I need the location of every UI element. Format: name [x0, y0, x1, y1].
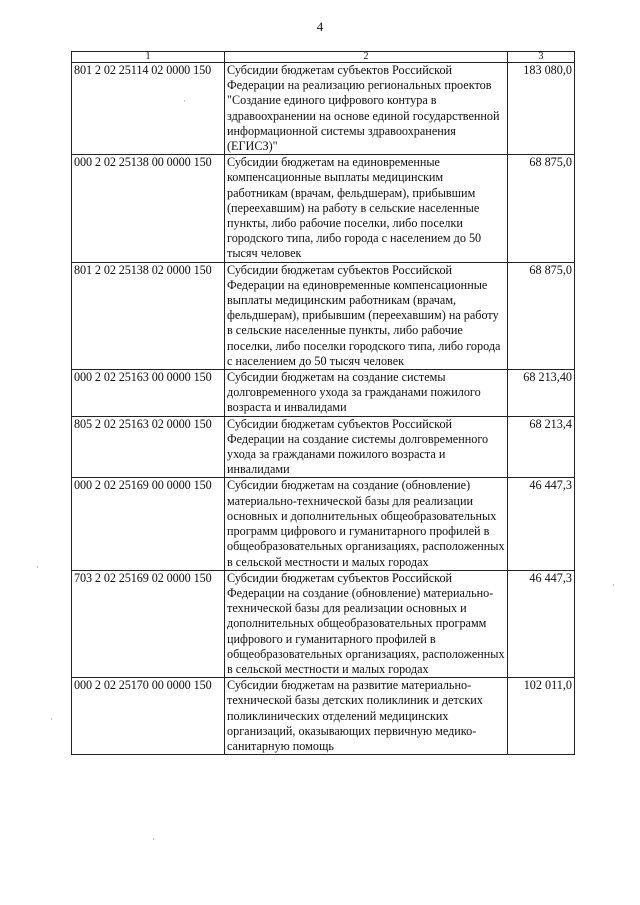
budget-code-cell: 801 2 02 25114 02 0000 150 [72, 63, 225, 155]
budget-code-cell: 703 2 02 25169 02 0000 150 [72, 570, 225, 677]
table-row [72, 262, 575, 369]
table-row [72, 678, 575, 755]
budget-code-cell: 000 2 02 25163 00 0000 150 [72, 370, 225, 417]
table-row [72, 570, 575, 677]
budget-code-cell: 000 2 02 25169 00 0000 150 [72, 478, 225, 570]
amount-cell: 46 447,3 [508, 478, 575, 570]
scan-speck: · [152, 834, 155, 844]
column-header-code: 1 [72, 52, 225, 63]
table-row [72, 63, 575, 155]
scan-speck: · [50, 714, 53, 724]
table-row [72, 478, 575, 570]
scan-speck: · [36, 562, 39, 572]
table-header-row [72, 52, 575, 63]
amount-cell: 46 447,3 [508, 570, 575, 677]
amount-cell: 68 875,0 [508, 262, 575, 369]
subsidy-description-cell: Субсидии бюджетам на создание (обновление) материально-технической базы для реализации основных и дополнительных общеобразовательных программ цифрового и гуманитарного профилей в общеобразовательных организациях, расположенных в сельской местности и малых городах [225, 478, 508, 570]
budget-code-cell: 000 2 02 25138 00 0000 150 [72, 155, 225, 262]
subsidy-description-cell: Субсидии бюджетам субъектов Российской Федерации на создание системы долговременного ухода за гражданами пожилого возраста и инвалидами [225, 416, 508, 478]
column-header-name: 2 [225, 52, 508, 63]
budget-revenue-table [71, 51, 575, 755]
page-number: 4 [316, 19, 324, 34]
subsidy-description-cell: Субсидии бюджетам на создание системы долговременного ухода за гражданами пожилого возраста и инвалидами [225, 370, 508, 417]
amount-cell: 68 875,0 [508, 155, 575, 262]
scan-speck: · [612, 580, 615, 590]
table-row [72, 370, 575, 417]
column-header-amount: 3 [508, 52, 575, 63]
table-row [72, 416, 575, 478]
budget-code-cell: 000 2 02 25170 00 0000 150 [72, 678, 225, 755]
amount-cell: 68 213,4 [508, 416, 575, 478]
subsidy-description-cell: Субсидии бюджетам субъектов Российской Федерации на реализацию региональных проектов "Создание единого цифрового контура в здравоохранении на основе единой государственной информационной системы здравоохранения (ЕГИСЗ)" [225, 63, 508, 155]
subsidy-description-cell: Субсидии бюджетам субъектов Российской Федерации на создание (обновление) материально-технической базы для реализации основных и дополнительных общеобразовательных программ цифрового и гуманитарного профилей в общеобразовательных организациях, расположенных в сельской местности и малых городах [225, 570, 508, 677]
subsidy-description-cell: Субсидии бюджетам на единовременные компенсационные выплаты медицинским работникам (врачам, фельдшерам), прибывшим (переехавшим) на работу в сельские населенные пункты, либо рабочие поселки, либо поселки городского типа, либо города с населением до 50 тысяч человек [225, 155, 508, 262]
table-row [72, 155, 575, 262]
subsidy-description-cell: Субсидии бюджетам на развитие материально-технической базы детских поликлиник и детских поликлинических отделений медицинских организаций, оказывающих первичную медико-санитарную помощь [225, 678, 508, 755]
scan-speck: · [183, 96, 186, 106]
amount-cell: 183 080,0 [508, 63, 575, 155]
amount-cell: 102 011,0 [508, 678, 575, 755]
budget-code-cell: 805 2 02 25163 02 0000 150 [72, 416, 225, 478]
budget-code-cell: 801 2 02 25138 02 0000 150 [72, 262, 225, 369]
subsidy-description-cell: Субсидии бюджетам субъектов Российской Федерации на единовременные компенсационные выплаты медицинским работникам (врачам, фельдшерам), прибывшим (переехавшим) на работу в сельские населенные пункты, либо рабочие поселки, либо поселки городского типа, либо города с населением до 50 тысяч человек [225, 262, 508, 369]
amount-cell: 68 213,40 [508, 370, 575, 417]
